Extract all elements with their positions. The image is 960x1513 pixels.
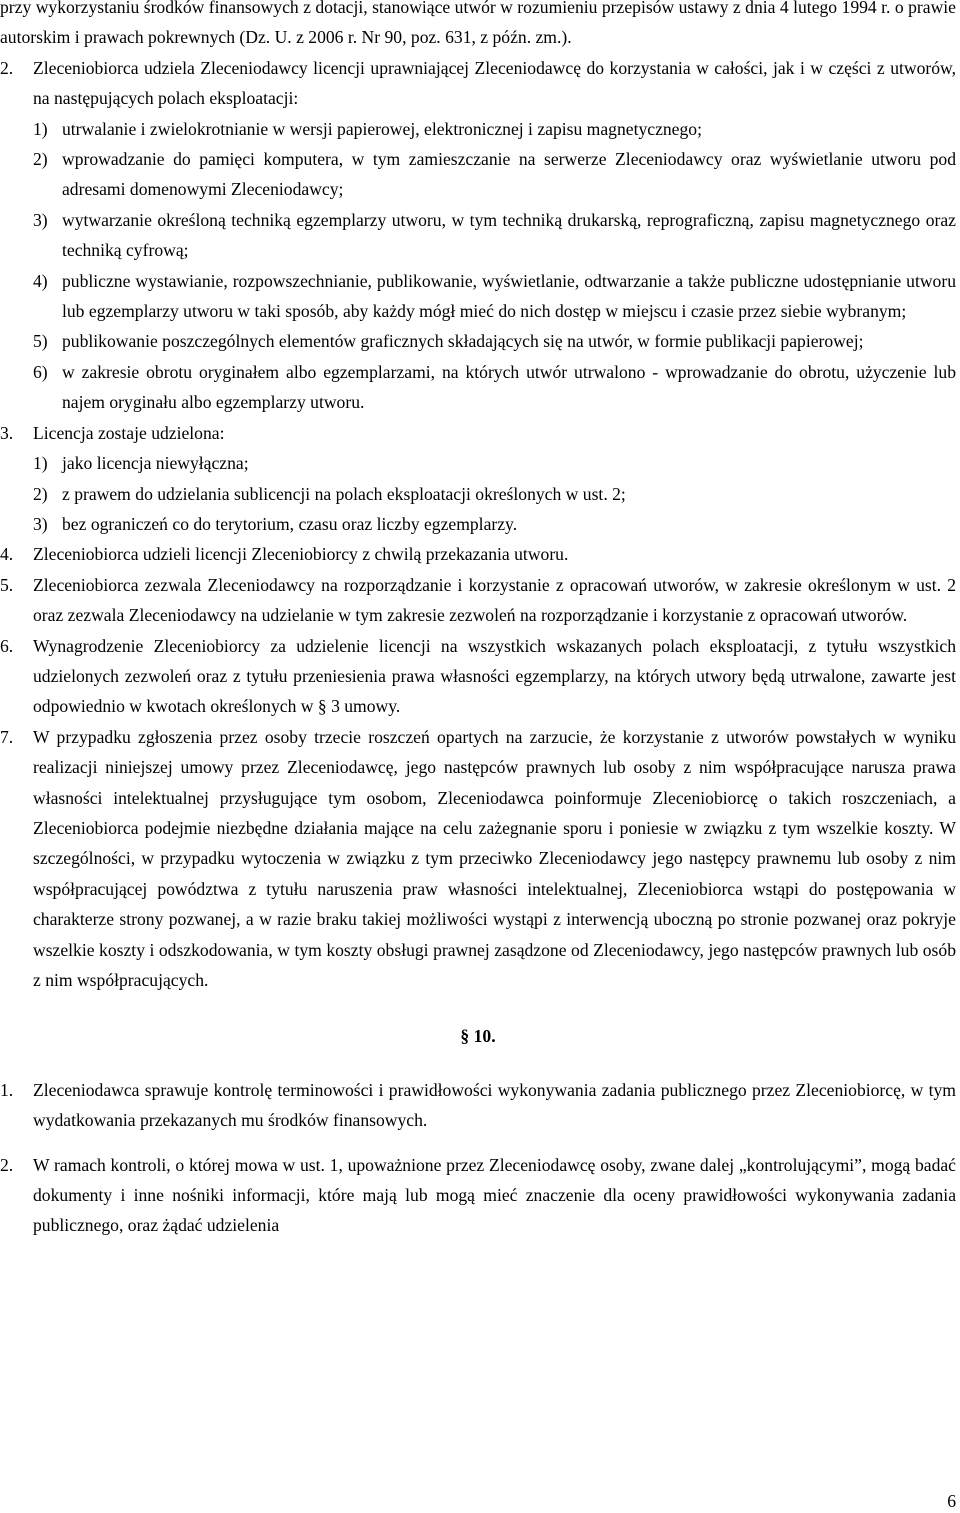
section-heading: § 10. (460, 1026, 496, 1047)
paragraph-number: 5. (0, 574, 14, 595)
paragraph-number: 1. (0, 1079, 14, 1100)
paragraph-number: 2. (0, 1154, 14, 1175)
list-item (33, 326, 956, 356)
paragraph-text: Licencja zostaje udzielona: (33, 422, 225, 443)
paragraph-text: W przypadku zgłoszenia przez osoby trzecie roszczeń opartych na zarzucie, że korzystanie z utworów powstałych w wyniku realizacji niniejszej umowy przez Zleceniodawcę, jego następców prawnych lub osoby z nim współpracujące narusza prawa własności intelektualnej przysługujące tym osobom, Zleceniodawca poinformuje Zleceniobiorcę o takich roszczeniach, a Zleceniobiorca podejmie niezbędne działania mające na celu zażegnanie sporu i poniesie w związku z tym wszelkie koszty. W szczególności, w przypadku wytoczenia w związku z tym przeciwko Zleceniodawcy jego następcy prawnemu lub osoby z nim współpracującej powództwa z tytułu naruszenia praw własności intelektualnej, Zleceniobiorca wstąpi do postępowania w charakterze strony pozwanej, a w razie braku takiej możliwości wystąpi z interwencją uboczną po stronie pozwanej oraz pokryje wszelkie koszty i odszkodowania, w tym koszty obsługi prawnej zasądzone od Zleceniodawcy, jego następców prawnych lub osób z nim współpracujących. (33, 726, 956, 990)
page-number: 6 (947, 1491, 956, 1511)
item-text: w zakresie obrotu oryginałem albo egzemplarzami, na których utwór utrwalono - wprowadzanie do obrotu, użyczenie lub najem oryginału albo egzemplarzy utworu. (62, 361, 956, 413)
paragraph-text: Zleceniobiorca udzieli licencji Zleceniobiorcy z chwilą przekazania utworu. (33, 544, 569, 565)
paragraph-text: Wynagrodzenie Zleceniobiorcy za udzielenie licencji na wszystkich wskazanych polach eksploatacji, z tytułu wszystkich udzielonych zezwoleń oraz z tytułu przeniesienia prawa własności egzemplarzy, na których utwory będą utrwalone, zawarte jest odpowiednio w kwotach określonych w § 3 umowy. (33, 635, 956, 717)
intro-paragraph: przy wykorzystaniu środków finansowych z dotacji, stanowiące utwór w rozumieniu przepisów ustawy z dnia 4 lutego 1994 r. o prawie autorskim i prawach pokrewnych (Dz. U. z 2006 r. Nr 90, poz. 631, z późn. zm.). (0, 0, 956, 48)
paragraph-4 (0, 539, 956, 569)
item-text: publiczne wystawianie, rozpowszechnianie, publikowanie, wyświetlanie, odtwarzanie a także publiczne udostępnianie utworu lub egzemplarzy utworu w taki sposób, aby każdy mógł mieć do nich dostęp w miejscu i czasie przez siebie wybranym; (62, 270, 956, 322)
paragraph-number: 4. (0, 544, 14, 565)
item-number: 5) (33, 331, 48, 352)
paragraph-text: Zleceniobiorca udziela Zleceniodawcy licencji uprawniającej Zleceniodawcę do korzystania w całości, jak i w części z utworów, na następujących polach eksploatacji: (33, 57, 956, 109)
item-number: 1) (33, 453, 48, 474)
item-number: 2) (33, 483, 48, 504)
list-item (33, 448, 956, 478)
list-item (33, 479, 956, 509)
paragraph-7 (0, 722, 956, 996)
section10-paragraph-2 (0, 1150, 956, 1241)
paragraph-5 (0, 570, 956, 631)
item-number: 6) (33, 361, 48, 382)
item-number: 1) (33, 118, 48, 139)
spacer (0, 1136, 956, 1150)
paragraph-number: 6. (0, 635, 14, 656)
paragraph-3 (0, 418, 956, 448)
item-text: jako licencja niewyłączna; (62, 453, 249, 474)
paragraph-text: Zleceniodawca sprawuje kontrolę terminowości i prawidłowości wykonywania zadania publicznego przez Zleceniobiorcę, w tym wydatkowania przekazanych mu środków finansowych. (33, 1079, 956, 1131)
section10-paragraph-1 (0, 1075, 956, 1136)
item-text: wprowadzanie do pamięci komputera, w tym zamieszczanie na serwerze Zleceniodawcy oraz wyświetlanie utworu pod adresami domenowymi Zleceniodawcy; (62, 149, 956, 200)
paragraph-2 (0, 53, 956, 114)
item-text: bez ograniczeń co do terytorium, czasu oraz liczby egzemplarzy. (62, 513, 518, 534)
paragraph-6 (0, 631, 956, 722)
item-text: publikowanie poszczególnych elementów graficznych składających się na utwór, w formie publikacji papierowej; (62, 331, 864, 352)
item-text: utrwalanie i zwielokrotnianie w wersji papierowej, elektronicznej i zapisu magnetycznego; (62, 118, 702, 139)
item-number: 4) (33, 270, 48, 291)
item-text: z prawem do udzielania sublicencji na polach eksploatacji określonych w ust. 2; (62, 483, 626, 504)
list-item (33, 114, 956, 144)
paragraph-text: W ramach kontroli, o której mowa w ust. 1, upoważnione przez Zleceniodawcę osoby, zwane dalej „kontrolującymi”, mogą badać dokumenty i inne nośniki informacji, które mają lub mogą mieć znaczenie dla oceny prawidłowości wykonywania zadania publicznego, oraz żądać udzielenia (33, 1154, 956, 1236)
list-item (33, 266, 956, 327)
paragraph-text: Zleceniobiorca zezwala Zleceniodawcy na rozporządzanie i korzystanie z opracowań utworów, w zakresie określonym w ust. 2 oraz zezwala Zleceniodawcy na udzielanie w tym zakresie zezwoleń na rozporządzanie i korzystanie z opracowań utworów. (33, 574, 956, 626)
list-item (33, 144, 956, 205)
list-item (33, 509, 956, 539)
item-text: wytwarzanie określoną techniką egzemplarzy utworu, w tym techniką drukarską, reprograficzną, zapisu magnetycznego oraz techniką cyfrową; (62, 209, 956, 261)
paragraph-number: 3. (0, 422, 14, 443)
item-number: 3) (33, 209, 48, 230)
list-item (33, 357, 956, 418)
list-item (33, 205, 956, 266)
paragraph-number: 7. (0, 726, 14, 747)
item-number: 2) (33, 149, 48, 170)
paragraph-number: 2. (0, 57, 14, 78)
item-number: 3) (33, 513, 48, 534)
